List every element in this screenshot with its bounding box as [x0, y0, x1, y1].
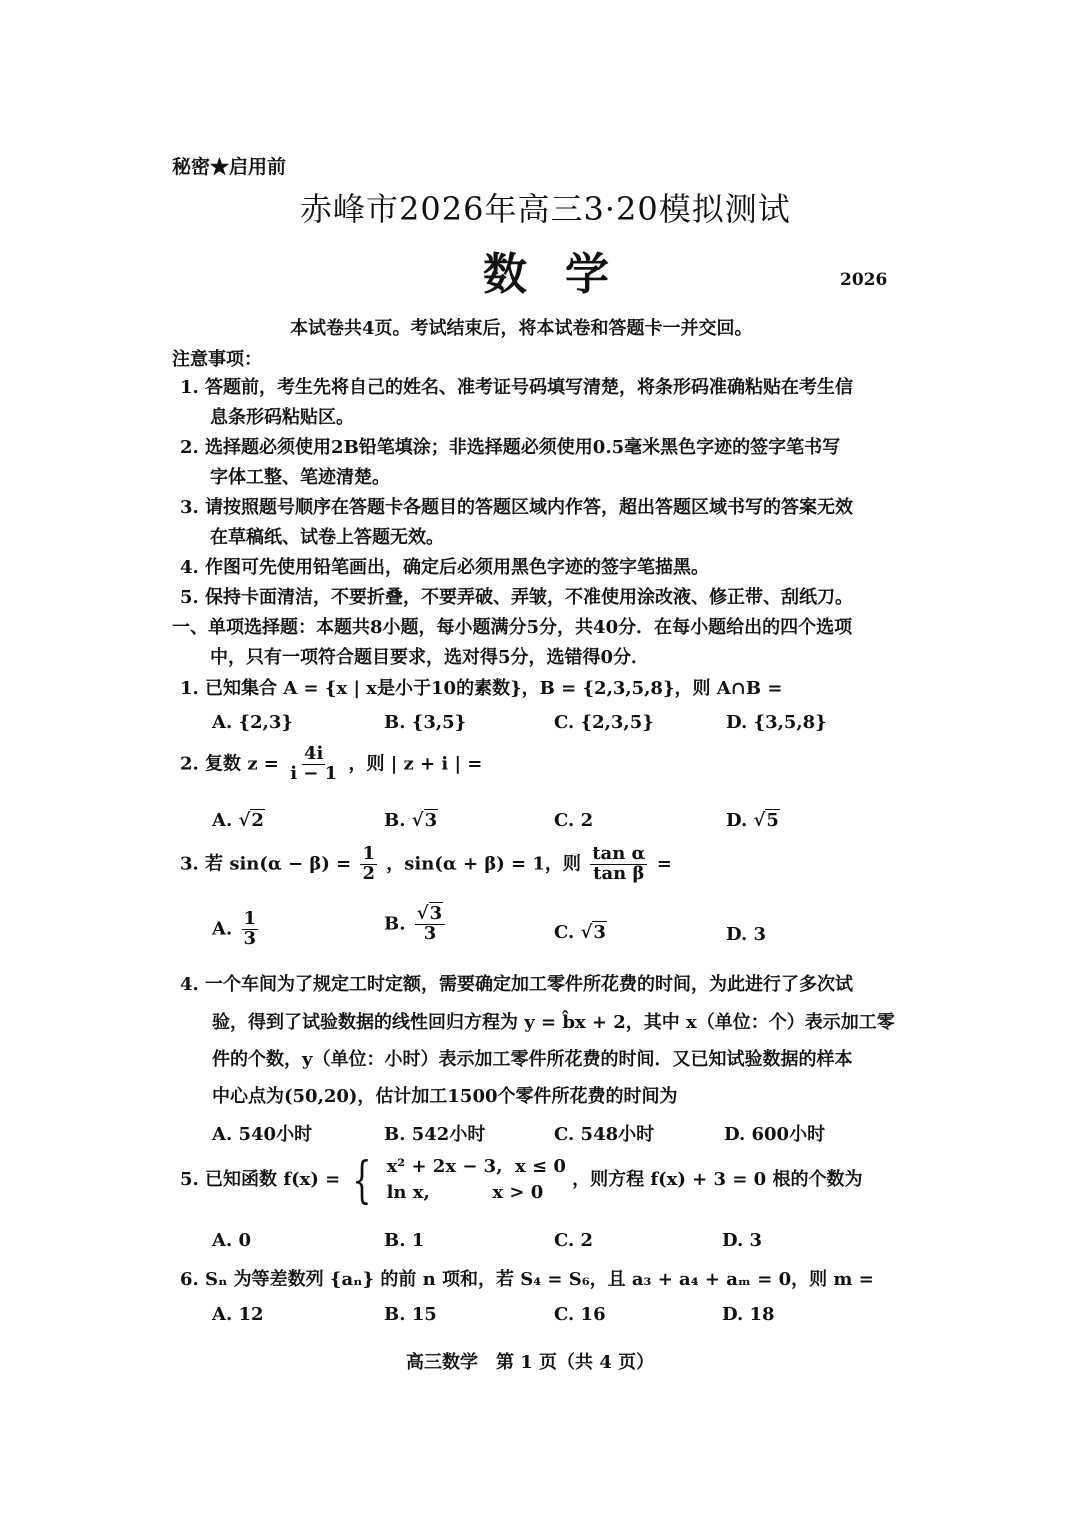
q3-option-a-num: 1: [243, 908, 257, 929]
q2-frac-den: i − 1: [290, 762, 338, 784]
q3-option-c: [554, 922, 607, 943]
q3-option-b-label: B.: [384, 913, 406, 935]
q6-option-d: D. 18: [722, 1304, 775, 1325]
q5-stem: [180, 1151, 863, 1210]
q5-option-b: B. 1: [384, 1230, 425, 1251]
q1-stem: 1. 已知集合 A = {x | x是小于10的素数}，B = {2,3,5,8}，则 A∩B =: [180, 678, 783, 699]
q2-stem: [180, 745, 482, 784]
q4-option-a: A. 540小时: [212, 1124, 313, 1145]
q2-option-c-label: C.: [554, 810, 575, 831]
q2-option-d-value: 5: [766, 810, 779, 831]
q2-option-d-label: D.: [726, 810, 748, 831]
subject-title: 数学: [483, 249, 647, 300]
notice-2-line2: 字体工整、笔迹清楚。: [210, 467, 390, 488]
q4-option-b: B. 542小时: [384, 1124, 486, 1145]
q2-option-a: [212, 810, 265, 831]
notice-1-line1: 1. 答题前，考生先将自己的姓名、准考证号码填写清楚，将条形码准确粘贴在考生信: [180, 377, 854, 398]
q3-option-a-fraction: [242, 910, 259, 949]
q2-frac-num: 4i: [303, 743, 324, 764]
q3-frac1-den: 2: [362, 862, 375, 884]
notice-heading: 注意事项：: [172, 349, 262, 370]
q3-option-b-den: 3: [423, 922, 437, 944]
intro-text: 本试卷共4页。考试结束后，将本试卷和答题卡一并交回。: [290, 318, 753, 339]
q3-option-a-label: A.: [212, 918, 233, 940]
q3-option-a-den: 3: [243, 927, 257, 949]
sqrt-icon: √3: [580, 922, 606, 943]
q4-line-3: 件的个数，y（单位：小时）表示加工零件所花费的时间．又已知试验数据的样本: [212, 1049, 853, 1070]
q3-option-d-label: D.: [726, 924, 748, 945]
q1-option-b: B. {3,5}: [384, 712, 467, 733]
section1-line2: 中，只有一项符合题目要求，选对得5分，选错得0分．: [210, 647, 650, 668]
notice-3-line1: 3. 请按照题号顺序在答题卡各题目的答题区域内作答，超出答题区域书写的答案无效: [180, 497, 854, 518]
page-footer: 高三数学 第 1 页（共 4 页）: [406, 1352, 655, 1373]
section1-line1: 一、单项选择题：本题共8小题，每小题满分5分，共40分．在每小题给出的四个选项: [172, 617, 853, 638]
q2-prefix: 2. 复数 z =: [180, 753, 279, 775]
q3-suffix: =: [656, 853, 672, 875]
q2-option-d: [726, 810, 780, 831]
q3-option-a: [212, 910, 261, 949]
q5-piecewise: [387, 1154, 566, 1206]
q6-option-a: A. 12: [212, 1304, 264, 1325]
notice-4: 4. 作图可先使用铅笔画出，确定后必须用黑色字迹的签字笔描黑。: [180, 557, 710, 578]
q4-line-2: 验，得到了试验数据的线性回归方程为 y = b̂x + 2，其中 x（单位：个）表示加工零: [212, 1012, 895, 1033]
q1-option-d: D. {3,5,8}: [726, 712, 827, 733]
sqrt-icon: √5: [753, 810, 779, 831]
q3-fraction-1: [360, 845, 377, 884]
sqrt-icon: √3: [416, 903, 443, 924]
q3-frac2-num: tan α: [592, 843, 646, 864]
sqrt-icon: √3: [411, 810, 438, 831]
q5-option-c: C. 2: [554, 1230, 594, 1251]
q3-stem: [180, 845, 672, 884]
q3-option-b-num: 3: [429, 903, 443, 924]
q2-option-c: [554, 810, 593, 831]
left-brace-icon: {: [352, 1151, 372, 1210]
q3-option-b: [384, 905, 448, 944]
q1-option-c: C. {2,3,5}: [554, 712, 654, 733]
q4-option-d: D. 600小时: [724, 1124, 826, 1145]
q5-suffix: ，则方程 f(x) + 3 = 0 根的个数为: [572, 1169, 863, 1191]
q2-option-b-label: B.: [384, 810, 406, 831]
q2-option-b: [384, 810, 438, 831]
q3-option-d: [726, 924, 766, 945]
q5-piece-2: ln x, x > 0: [386, 1182, 544, 1204]
q2-option-b-value: 3: [424, 810, 438, 831]
q3-option-c-value: 3: [593, 922, 606, 943]
q3-fraction-2: [590, 845, 647, 884]
q2-option-a-value: 2: [251, 810, 264, 831]
q3-option-b-fraction: [415, 905, 445, 944]
q3-option-d-value: 3: [753, 924, 767, 945]
q2-option-a-label: A.: [212, 810, 233, 831]
q3-option-c-label: C.: [554, 922, 575, 943]
q6-stem: 6. Sₙ 为等差数列 {aₙ} 的前 n 项和，若 S₄ = S₆，且 a₃ + a₄ + aₘ = 0，则 m =: [180, 1269, 874, 1290]
notice-1-line2: 息条形码粘贴区。: [210, 407, 354, 428]
q3-option-b-num-wrap: [415, 905, 445, 925]
sqrt-icon: √2: [238, 810, 264, 831]
q5-prefix: 5. 已知函数 f(x) =: [180, 1169, 341, 1191]
notice-5: 5. 保持卡面清洁，不要折叠，不要弄破、弄皱，不准使用涂改液、修正带、刮纸刀。: [180, 587, 854, 608]
notice-2-line1: 2. 选择题必须使用2B铅笔填涂；非选择题必须使用0.5毫米黑色字迹的签字笔书写: [180, 437, 841, 458]
q3-frac2-den: tan β: [593, 862, 645, 884]
q4-option-c: C. 548小时: [554, 1124, 655, 1145]
q3-mid: ，sin(α + β) = 1，则: [386, 853, 581, 875]
q2-option-c-value: 2: [580, 810, 594, 831]
exam-title: 赤峰市2026年高三3·20模拟测试: [300, 190, 791, 228]
q3-frac1-num: 1: [362, 843, 375, 864]
confidential-label: 秘密★启用前: [172, 156, 287, 178]
q5-piece-1: x² + 2x − 3, x ≤ 0: [386, 1156, 566, 1177]
corner-number: 2026: [840, 270, 888, 290]
q6-option-c: C. 16: [554, 1304, 606, 1325]
q2-suffix: ，则 | z + i | =: [348, 753, 483, 775]
notice-3-line2: 在草稿纸、试卷上答题无效。: [210, 527, 444, 548]
q6-option-b: B. 15: [384, 1304, 437, 1325]
q5-option-d: D. 3: [722, 1230, 763, 1251]
q2-fraction: [288, 745, 339, 784]
q4-line-1: 4. 一个车间为了规定工时定额，需要确定加工零件所花费的时间，为此进行了多次试: [180, 974, 854, 995]
q3-prefix: 3. 若 sin(α − β) =: [180, 853, 352, 875]
q5-option-a: A. 0: [212, 1230, 252, 1251]
q4-line-4: 中心点为(50,20)，估计加工1500个零件所花费的时间为: [212, 1086, 678, 1107]
q1-option-a: A. {2,3}: [212, 712, 293, 733]
